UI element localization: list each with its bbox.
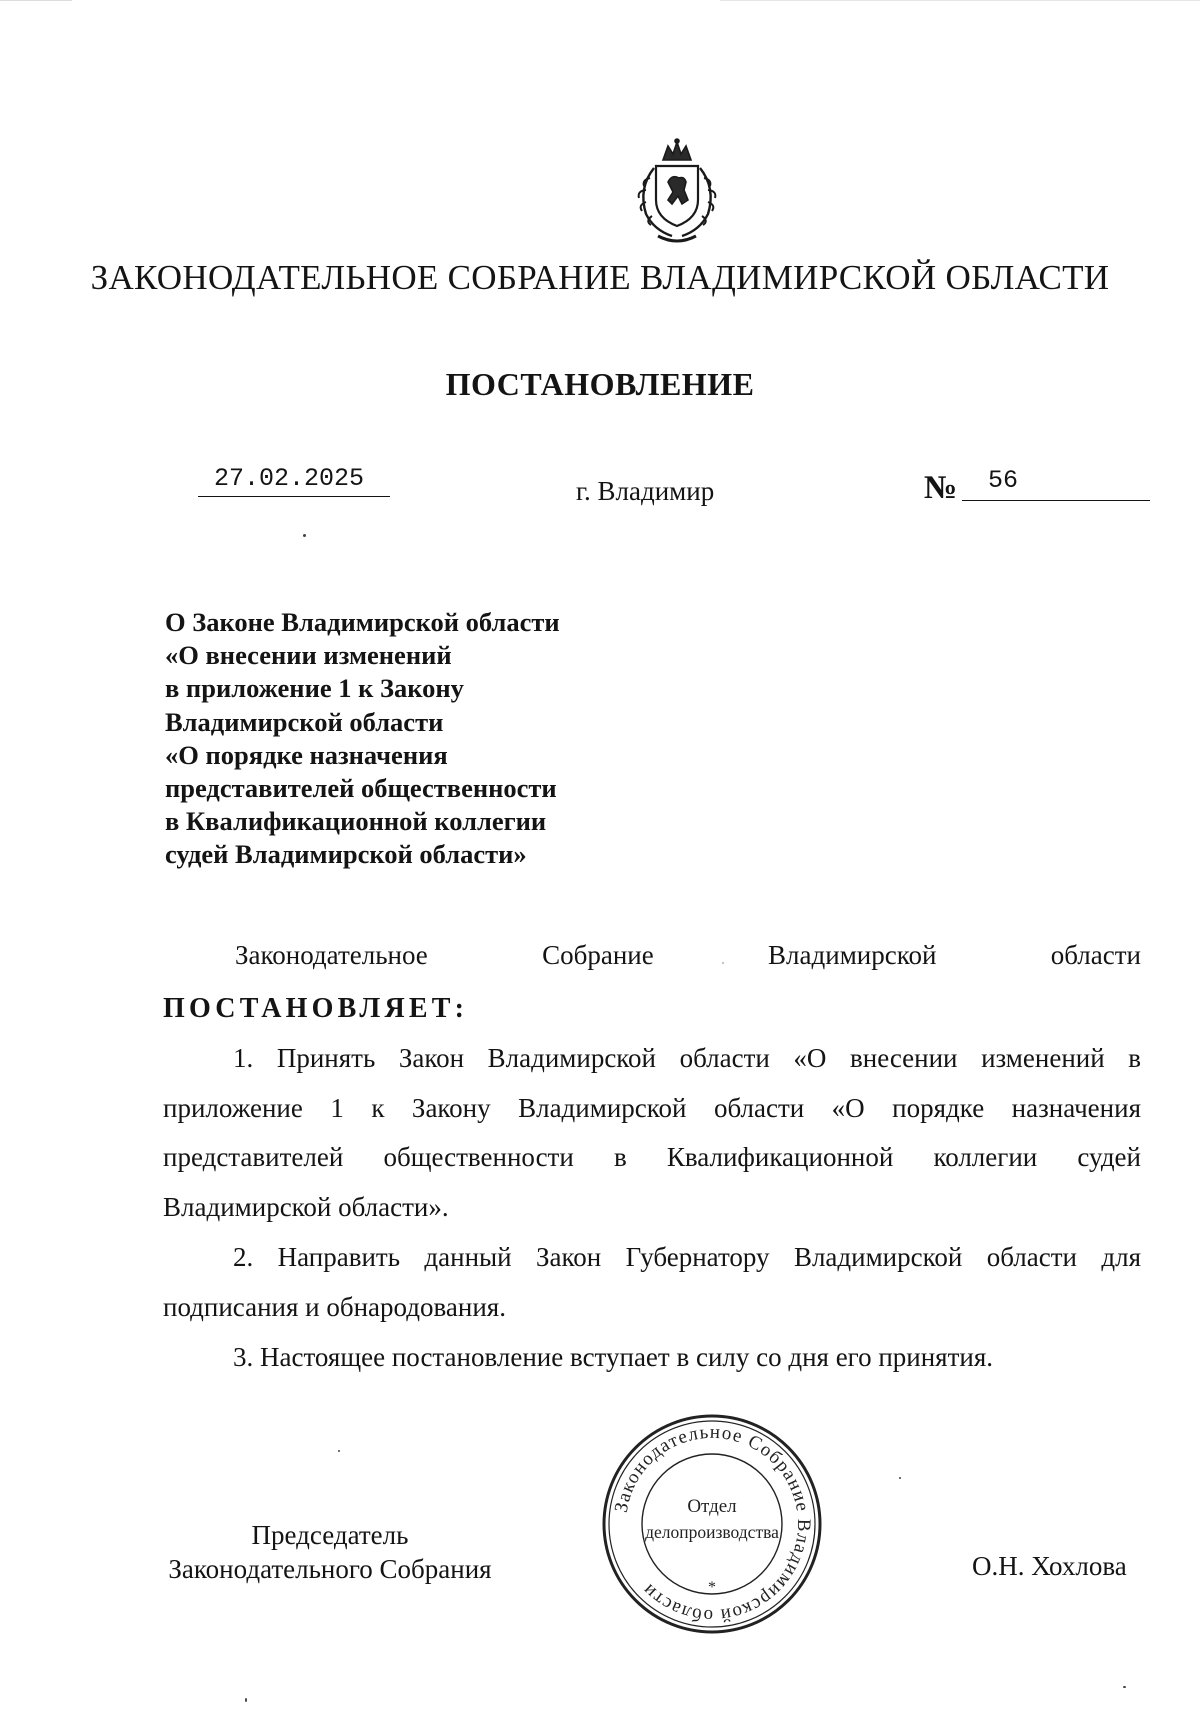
preamble (163, 940, 1141, 1025)
resolution-items (163, 1034, 1141, 1383)
document-number: 56 (988, 466, 1019, 495)
vladimir-oblast-coat-of-arms-icon (628, 138, 726, 246)
scan-top-edge (0, 0, 1200, 1)
subject-line: представителей общественности (165, 773, 557, 804)
document-date: 27.02.2025 (214, 464, 365, 493)
document-number-field (962, 466, 1150, 501)
preamble-word: Законодательное (235, 940, 428, 970)
subject-line: О Законе Владимирской области (165, 607, 560, 637)
subject-line: «О порядке назначения (165, 739, 448, 770)
resolution-item-1: 1. Принять Закон Владимирской области «О внесении изменений в приложение 1 к Закону Владимирской области «О порядке назначения представителей общественности в Квалификационной коллегии судей Владимирской области». (163, 1043, 1141, 1222)
subject-line: в Квалификационной коллегии (165, 806, 547, 837)
subject-line: в приложение 1 к Закону (165, 673, 464, 704)
subject-line: «О внесении изменений (165, 640, 452, 671)
resolution-item-2: 2. Направить данный Закон Губернатору Владимирской области для подписания и обнародования. (163, 1242, 1141, 1322)
document-subject (165, 606, 625, 872)
stamp-star: * (708, 1579, 716, 1596)
preamble-word: Владимирской (768, 940, 937, 970)
organization-title: ЗАКОНОДАТЕЛЬНОЕ СОБРАНИЕ ВЛАДИМИРСКОЙ ОБЛАСТИ (90, 258, 1110, 297)
stamp-ring-text: Законодательное Собрание Владимирской области (610, 1421, 815, 1627)
resolves-heading: ПОСТАНОВЛЯЕТ: (163, 993, 469, 1024)
preamble-row (163, 940, 1141, 971)
signatory-name: О.Н. Хохлова (972, 1551, 1127, 1581)
signatory-title-line: Председатель (251, 1520, 409, 1550)
signatory-title (160, 1518, 500, 1586)
subject-line: Владимирской области (165, 706, 444, 737)
number-label: № (924, 470, 958, 506)
preamble-word: Собрание (542, 940, 654, 970)
resolution-item-3: 3. Настоящее постановление вступает в силу со дня его принятия. (233, 1342, 994, 1372)
signatory-title-line: Законодательного Собрания (168, 1554, 492, 1584)
document-type: ПОСТАНОВЛЕНИЕ (445, 366, 755, 402)
document-date-field (198, 464, 390, 497)
subject-line: судей Владимирской области» (165, 839, 527, 870)
preamble-word: области (1050, 940, 1141, 970)
stamp-center-line: делопроизводства (645, 1522, 779, 1542)
official-round-stamp-icon (600, 1412, 824, 1636)
stamp-center-line: Отдел (687, 1496, 737, 1517)
document-city: г. Владимир (576, 476, 715, 506)
